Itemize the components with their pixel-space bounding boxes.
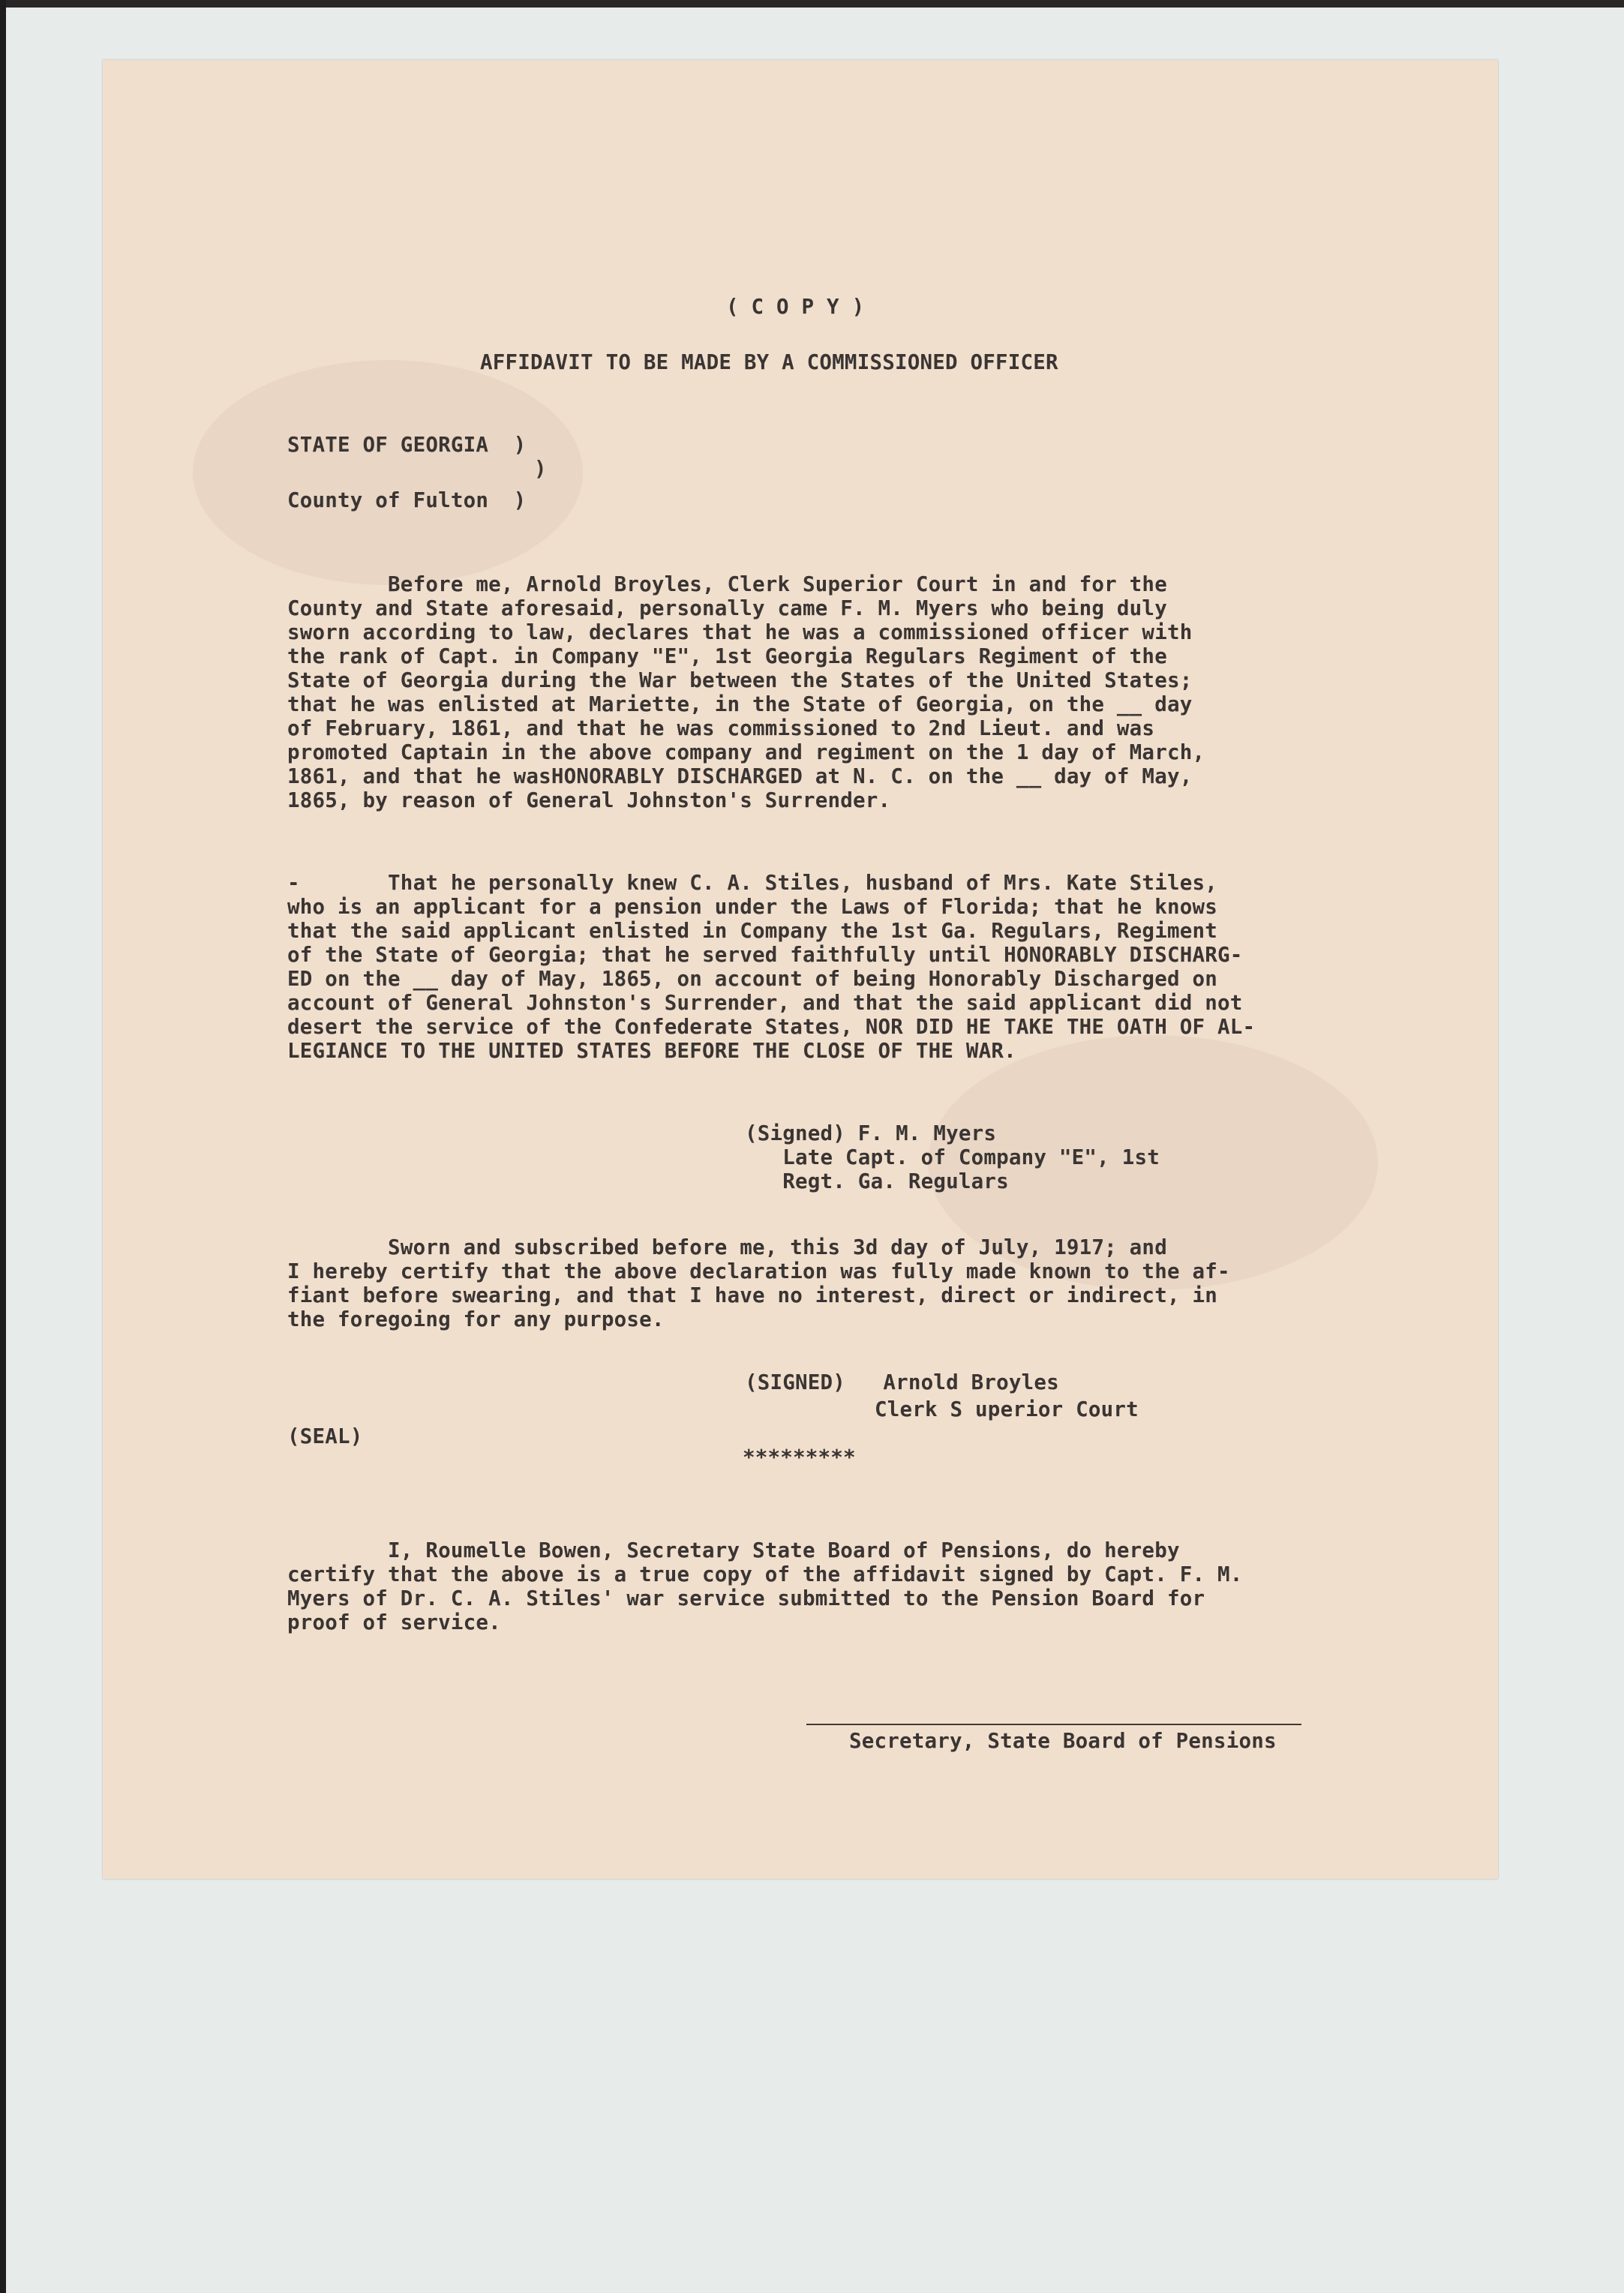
paragraph-2-line: of the State of Georgia; that he served faithfully until HONORABLY DISCHARG- (287, 943, 1243, 967)
paragraph-3-line: Sworn and subscribed before me, this 3d day of July, 1917; and (287, 1235, 1167, 1259)
paragraph-1-line: Before me, Arnold Broyles, Clerk Superior Court in and for the (287, 572, 1167, 596)
seal-label: (SEAL) (287, 1424, 363, 1448)
paragraph-2-line: who is an applicant for a pension under the Laws of Florida; that he knows (287, 895, 1217, 919)
paper-stain (193, 360, 583, 585)
paragraph-3-line: the foregoing for any purpose. (287, 1307, 665, 1331)
paragraph-1-line: County and State aforesaid, personally came F. M. Myers who being duly (287, 596, 1167, 620)
paragraph-4-line: proof of service. (287, 1610, 501, 1634)
venue-county: County of Fulton ) (287, 488, 527, 512)
separator-asterisks: ********* (743, 1445, 856, 1469)
signature-1-line: Late Capt. of Company "E", 1st (745, 1145, 1160, 1169)
venue-bracket: ) (534, 457, 547, 481)
signature-1-line: (Signed) F. M. Myers (745, 1121, 997, 1145)
paragraph-1-line: the rank of Capt. in Company "E", 1st Georgia Regulars Regiment of the (287, 644, 1167, 668)
footer-signature: Secretary, State Board of Pensions (849, 1729, 1277, 1753)
paragraph-2-line: LEGIANCE TO THE UNITED STATES BEFORE THE CLOSE OF THE WAR. (287, 1039, 1016, 1063)
paragraph-1-line: 1865, by reason of General Johnston's Surrender. (287, 788, 891, 812)
scan-edge-left (0, 0, 6, 2293)
paragraph-2-line: - That he personally knew C. A. Stiles, husband of Mrs. Kate Stiles, (287, 871, 1217, 895)
paragraph-2-line: ED on the __ day of May, 1865, on account of being Honorably Discharged on (287, 967, 1217, 991)
paragraph-1-line: State of Georgia during the War between the States of the United States; (287, 668, 1193, 692)
signature-2-title: Clerk S uperior Court (875, 1397, 1139, 1421)
paragraph-4-line: Myers of Dr. C. A. Stiles' war service submitted to the Pension Board for (287, 1586, 1205, 1610)
scan-edge-top (0, 0, 1624, 8)
copy-label: ( C O P Y ) (726, 295, 865, 319)
signature-1-line: Regt. Ga. Regulars (745, 1169, 1009, 1193)
paragraph-2-line: desert the service of the Confederate States, NOR DID HE TAKE THE OATH OF AL- (287, 1015, 1256, 1039)
paragraph-1-line: sworn according to law, declares that he was a commissioned officer with (287, 620, 1193, 644)
paragraph-1-line: promoted Captain in the above company and regiment on the 1 day of March, (287, 740, 1205, 764)
signature-line (806, 1724, 1301, 1725)
paragraph-3-line: I hereby certify that the above declaration was fully made known to the af- (287, 1259, 1230, 1283)
document-title: AFFIDAVIT TO BE MADE BY A COMMISSIONED OFFICER (480, 350, 1058, 374)
signature-2-name: (SIGNED) Arnold Broyles (745, 1370, 1059, 1394)
paragraph-2-line: that the said applicant enlisted in Company the 1st Ga. Regulars, Regiment (287, 919, 1217, 943)
paragraph-2-line: account of General Johnston's Surrender, and that the said applicant did not (287, 991, 1243, 1015)
venue-state: STATE OF GEORGIA ) (287, 433, 527, 457)
paragraph-1-line: that he was enlisted at Mariette, in the State of Georgia, on the __ day (287, 692, 1193, 716)
paragraph-1-line: of February, 1861, and that he was commissioned to 2nd Lieut. and was (287, 716, 1155, 740)
paragraph-4-line: certify that the above is a true copy of the affidavit signed by Capt. F. M. (287, 1562, 1243, 1586)
paragraph-1-line: 1861, and that he wasHONORABLY DISCHARGED at N. C. on the __ day of May, (287, 764, 1193, 788)
paragraph-3-line: fiant before swearing, and that I have no interest, direct or indirect, in (287, 1283, 1217, 1307)
paragraph-4-line: I, Roumelle Bowen, Secretary State Board of Pensions, do hereby (287, 1538, 1180, 1562)
